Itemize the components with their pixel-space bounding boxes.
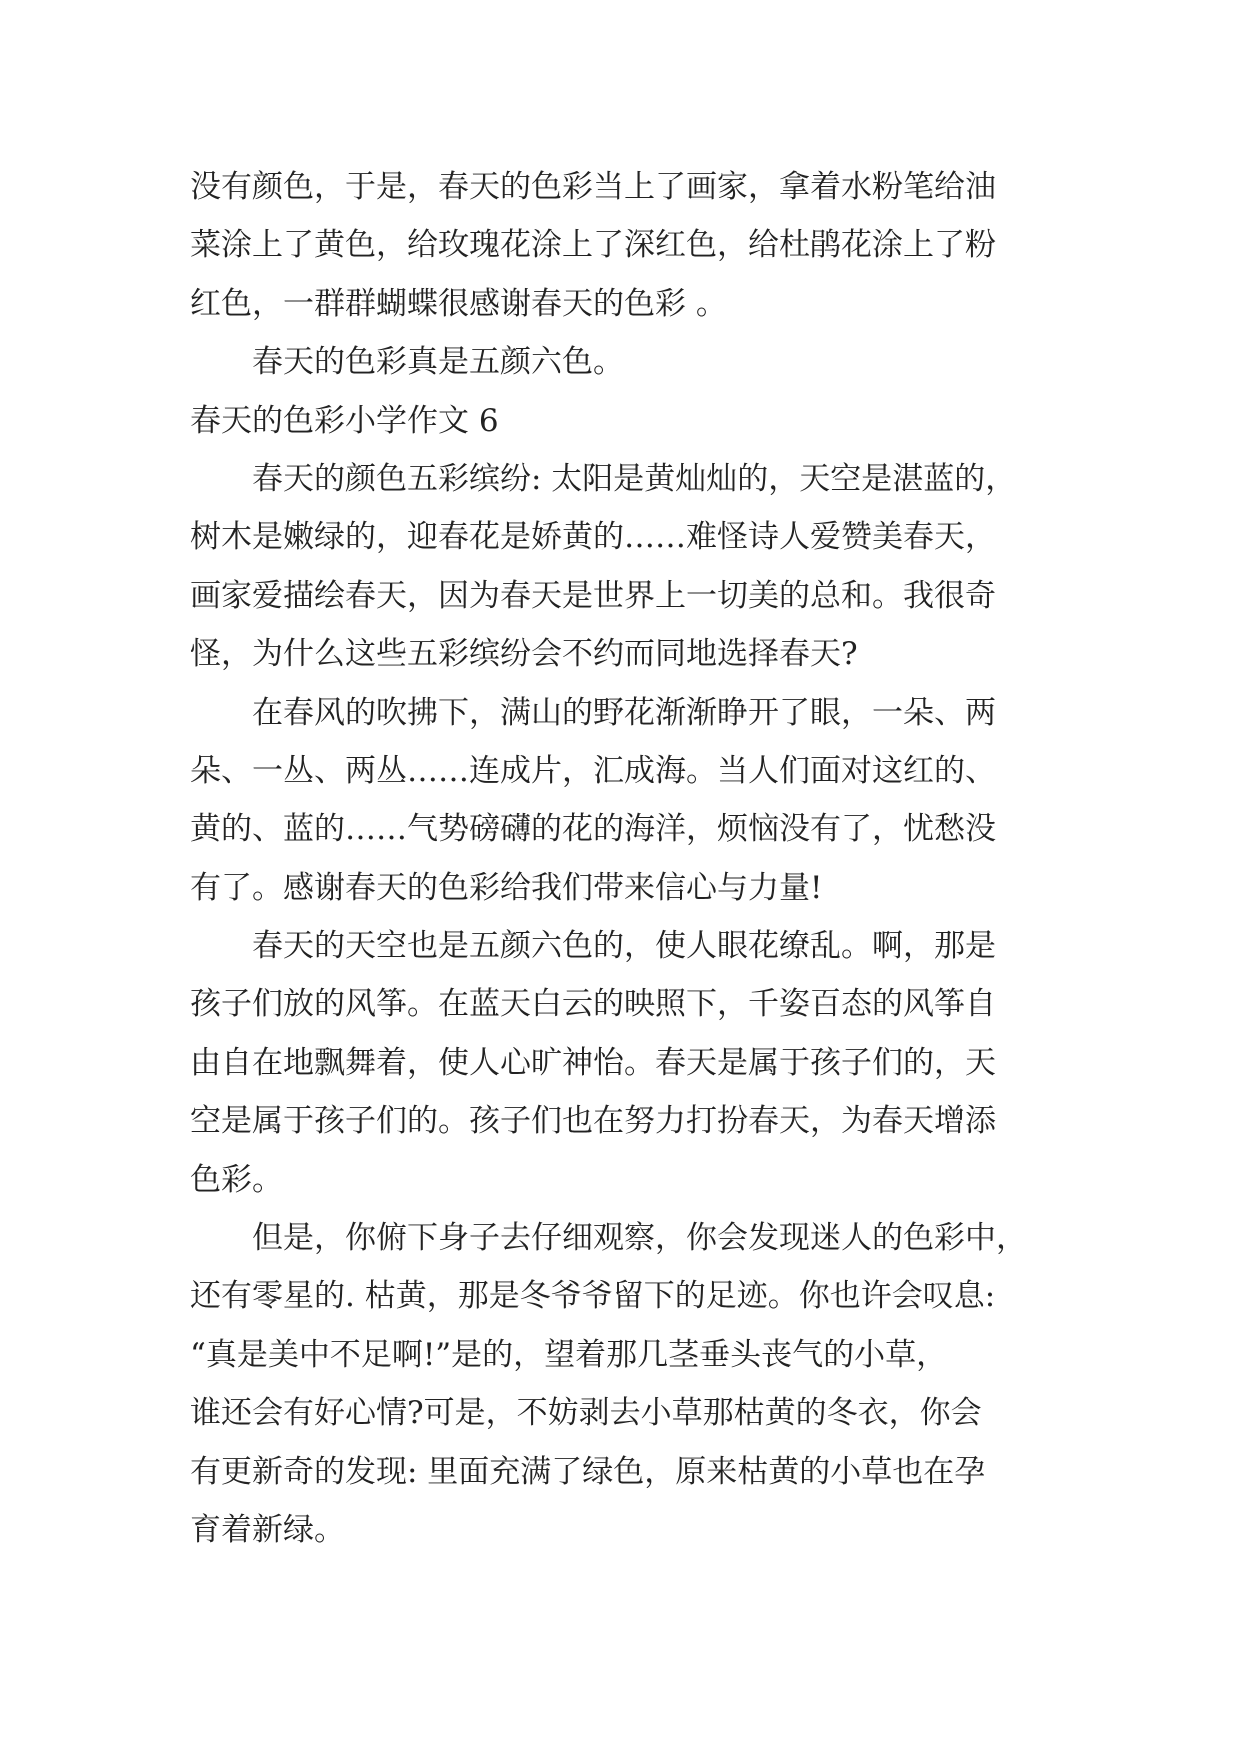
- text-line: 孩子们放的风筝。在蓝天白云的映照下，千姿百态的风筝自: [190, 986, 996, 1023]
- text-line: 黄的、蓝的……气势磅礴的花的海洋，烦恼没有了，忧愁没: [190, 811, 996, 848]
- text-line: 菜涂上了黄色，给玫瑰花涂上了深红色，给杜鹃花涂上了粉: [190, 227, 996, 264]
- text-line: 谁还会有好心情?可是，不妨剥去小草那枯黄的冬衣，你会: [190, 1395, 982, 1432]
- text-line: 还有零星的. 枯黄，那是冬爷爷留下的足迹。你也许会叹息:: [190, 1278, 996, 1315]
- text-line: “真是美中不足啊!”是的，望着那几茎垂头丧气的小草，: [190, 1336, 948, 1373]
- text-line: 有更新奇的发现: 里面充满了绿色，原来枯黄的小草也在孕: [190, 1453, 986, 1490]
- text-line: 怪，为什么这些五彩缤纷会不约而同地选择春天?: [190, 636, 858, 673]
- paragraph-start-line: 春天的色彩真是五颜六色。: [252, 344, 624, 381]
- document-body: [190, 158, 1085, 1559]
- text-line: 色彩。: [190, 1161, 283, 1198]
- text-line: 没有颜色，于是，春天的色彩当上了画家，拿着水粉笔给油: [190, 169, 996, 205]
- text-line: 画家爱描绘春天，因为春天是世界上一切美的总和。我很奇: [190, 577, 996, 614]
- text-line: 由自在地飘舞着，使人心旷神怡。春天是属于孩子们的，天: [190, 1044, 996, 1081]
- text-line: 空是属于孩子们的。孩子们也在努力打扮春天，为春天增添: [190, 1103, 996, 1140]
- paragraph-start-line: 春天的颜色五彩缤纷: 太阳是黄灿灿的，天空是湛蓝的，: [252, 460, 1017, 497]
- text-line: 有了。感谢春天的色彩给我们带来信心与力量!: [190, 869, 823, 906]
- paragraph-start-line: 在春风的吹拂下，满山的野花渐渐睁开了眼，一朵、两: [252, 694, 996, 731]
- section-heading: 春天的色彩小学作文 6: [190, 402, 499, 439]
- text-line: 朵、一丛、两丛……连成片，汇成海。当人们面对这红的、: [190, 752, 996, 789]
- paragraph-start-line: 春天的天空也是五颜六色的，使人眼花缭乱。啊，那是: [252, 928, 996, 965]
- text-line: 红色，一群群蝴蝶很感谢春天的色彩 。: [190, 285, 727, 322]
- paragraph-start-line: 但是，你俯下身子去仔细观察，你会发现迷人的色彩中，: [252, 1220, 1027, 1257]
- text-line: 树木是嫩绿的，迎春花是娇黄的……难怪诗人爱赞美春天，: [190, 519, 996, 556]
- text-line: 育着新绿。: [190, 1511, 345, 1548]
